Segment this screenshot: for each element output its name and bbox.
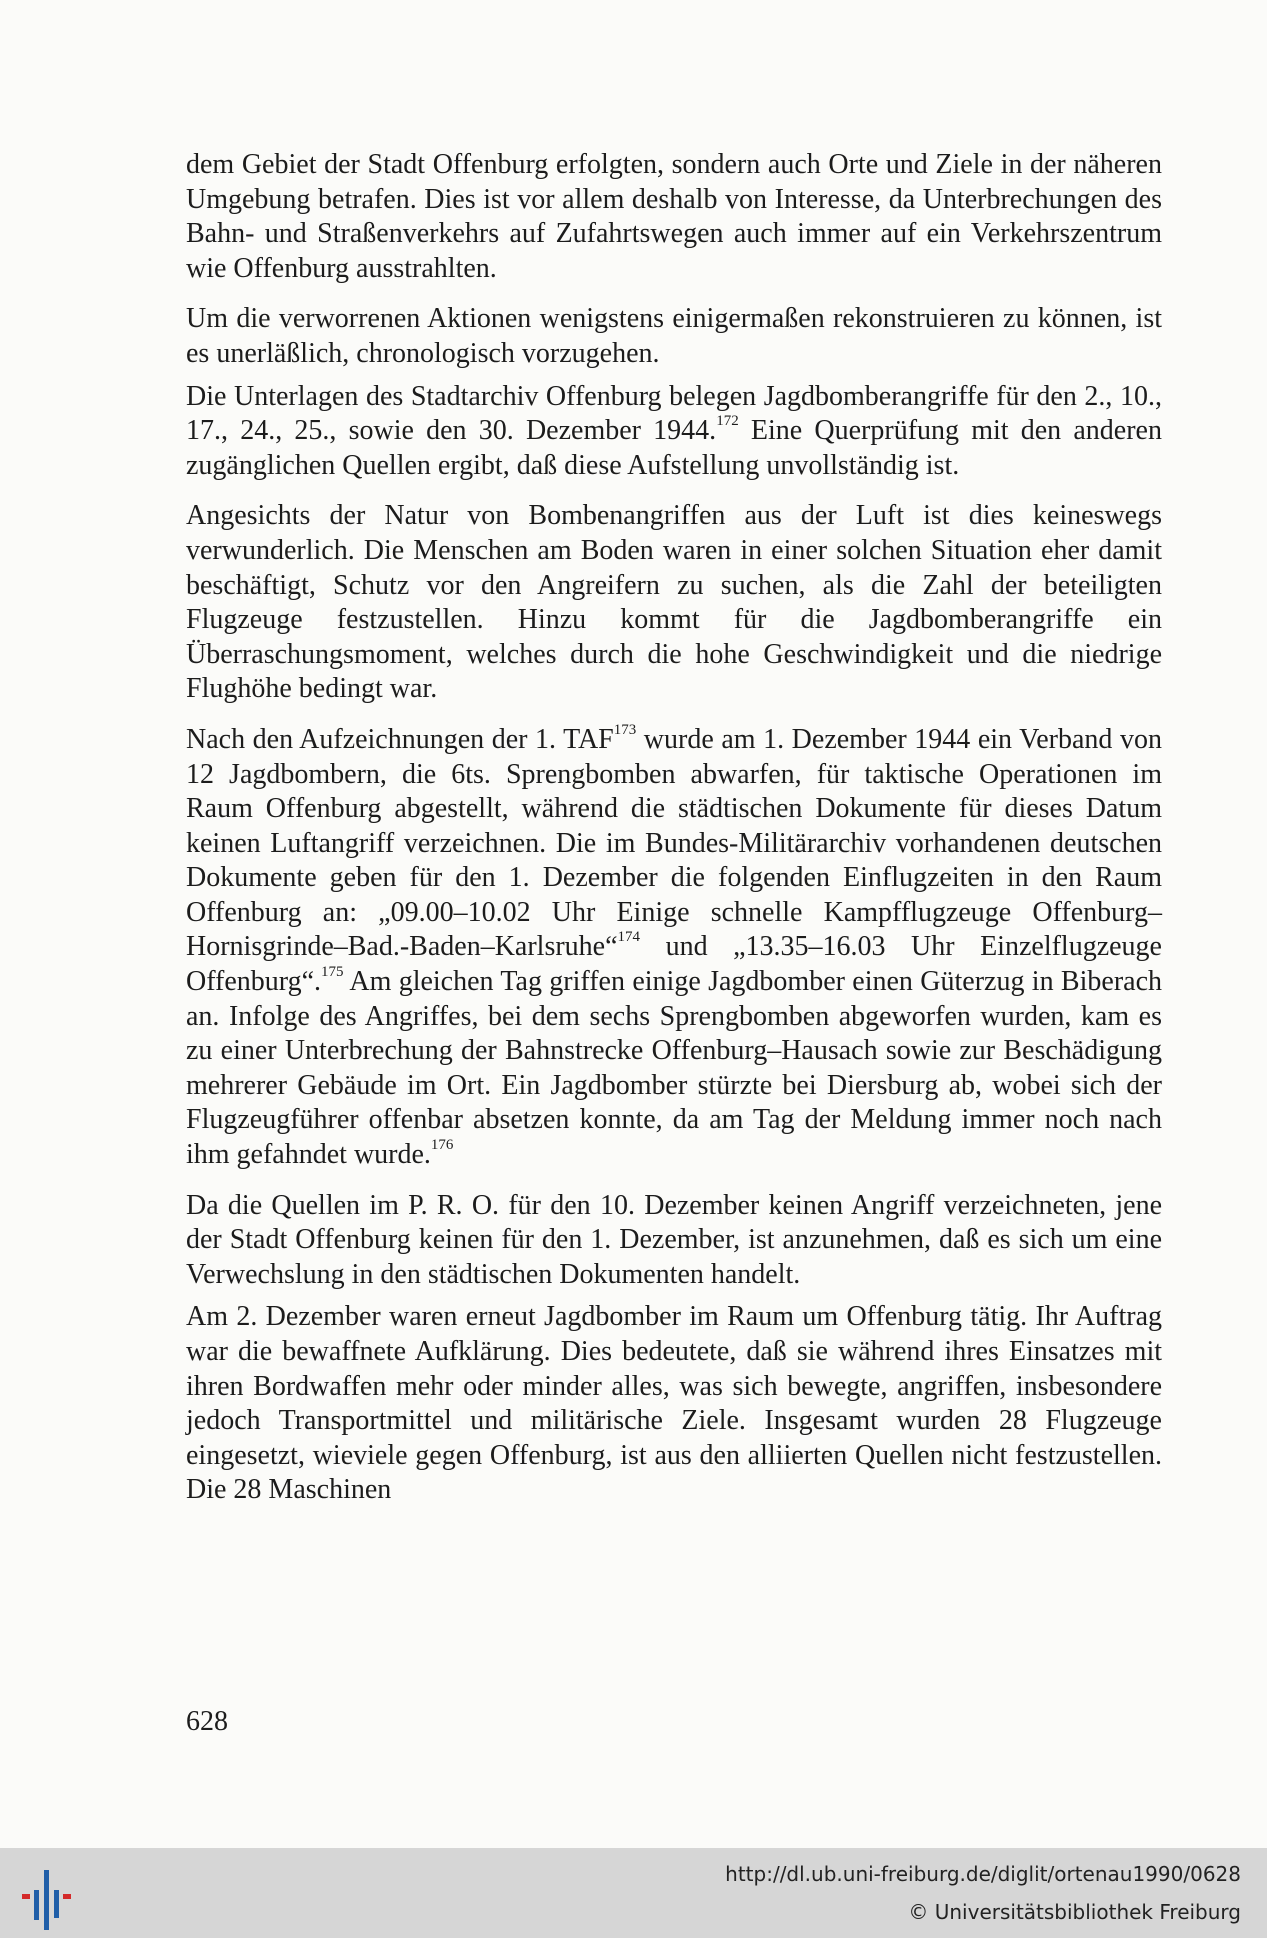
source-url-link[interactable]: http://dl.ub.uni-freiburg.de/diglit/ortenau1990/0628 — [725, 1862, 1241, 1886]
paragraph-4: Angesichts der Natur von Bombenangriffen aus der Luft ist dies keineswegs verwunderlich. Die Menschen am Boden waren in einer solchen Situation eher damit beschäftigt, Schutz vor den Angreifern zu suchen, als die Zahl der beteiligten Flugzeuge festzustellen. Hinzu kommt für die Jagdbomberangriffe ein Überraschungsmoment, welches durch die hohe Geschwindigkeit und die niedrige Flughöhe bedingt war. — [186, 500, 1162, 705]
footnote-ref-176: 176 — [430, 1136, 454, 1153]
footnote-ref-173: 173 — [613, 721, 637, 738]
footnote-ref-174: 174 — [617, 929, 641, 946]
paragraph-3: Die Unterlagen des Stadtarchiv Offenburg belegen Jagdbomberangriffe für den 2., 10., 17., 24., 25., sowie den 30. Dezember 1944.$^{172}$ Eine Querprüfung mit den anderen zugänglichen Quellen ergibt, daß diese Aufstellung unvollständig ist. — [186, 380, 1162, 481]
paragraph-2: Um die verworrenen Aktionen wenigstens einigermaßen rekonstruieren zu können, ist es unerläßlich, chronologisch vorzugehen. — [186, 303, 1162, 369]
page-number: 628 — [186, 1706, 228, 1737]
paragraph-5: Nach den Aufzeichnungen der 1. TAF$^{173}$ wurde am 1. Dezember 1944 ein Verband von 12 Jagdbombern, die 6ts. Sprengbomben abwarfen, für taktische Operationen im Raum Offenburg abgestellt, während die städtischen Dokumente für dieses Datum keinen Luftangriff verzeichnen. Die im Bundes-Militärarchiv vorhandenen deutschen Dokumente geben für den 1. Dezember die folgenden Einflugzeiten in den Raum Offenburg an: „09.00–10.02 Uhr Einige schnelle Kampfflugzeuge Offenburg–Hornisgrinde–Bad.-Baden–Karlsruhe“$^{174}$ und „13.35–16.03 Uhr Einzelflugzeuge Offenburg“.$^{175}$ Am gleichen Tag griffen einige Jagdbomber einen Güterzug in Biberach an. Infolge des Angriffes, bei dem sechs Sprengbomben abgeworfen wurden, kam es zu einer Unterbrechung der Bahnstrecke Offenburg–Hausach sowie zur Beschädigung mehrerer Gebäude im Ort. Ein Jagdbomber stürzte bei Diersburg ab, wobei sich der Flugzeugführer offenbar absetzen konnte, da am Tag der Meldung immer noch nach ihm gefahndet wurde.$^{176}$ — [186, 721, 1162, 1171]
copyright-text: © Universitätsbibliothek Freiburg — [908, 1900, 1241, 1924]
footnote-ref-175: 175 — [321, 963, 344, 980]
ub-freiburg-logo-icon — [18, 1860, 78, 1930]
body-text — [186, 148, 1162, 1524]
paragraph-1: dem Gebiet der Stadt Offenburg erfolgten, sondern auch Orte und Ziele in der näheren Umgebung betrafen. Dies ist vor allem deshalb von Interesse, da Unterbrechungen des Bahn- und Straßenverkehrs auf Zufahrtswegen auch immer auf ein Verkehrszentrum wie Offenburg ausstrahlten. — [186, 149, 1162, 284]
paragraph-6: Da die Quellen im P. R. O. für den 10. Dezember keinen Angriff verzeichneten, jene der Stadt Offenburg keinen für den 1. Dezember, ist anzunehmen, daß es sich um eine Verwechslung in den städtischen Dokumenten handelt. — [186, 1189, 1162, 1290]
paragraph-7: Am 2. Dezember waren erneut Jagdbomber im Raum um Offenburg tätig. Ihr Auftrag war die bewaffnete Aufklärung. Dies bedeutete, daß sie während ihres Einsatzes mit ihren Bordwaffen mehr oder minder alles, was sich bewegte, angriffen, insbesondere jedoch Transportmittel und militärische Ziele. Insgesamt wurden 28 Flugzeuge eingesetzt, wieviele gegen Offenburg, ist aus den alliierten Quellen nicht festzustellen. Die 28 Maschinen — [186, 1301, 1162, 1506]
footer-bar — [0, 1848, 1267, 1938]
footnote-ref-172: 172 — [716, 412, 739, 429]
